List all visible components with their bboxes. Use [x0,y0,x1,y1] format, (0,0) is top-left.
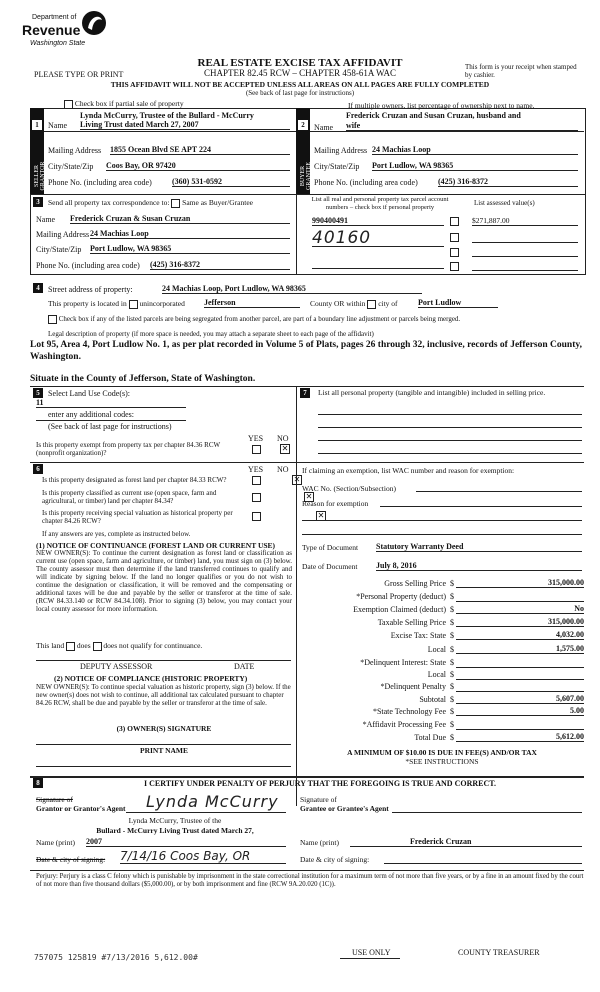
legal-description[interactable]: Lot 95, Area 4, Port Ludlow No. 1, as per plat recorded in Volume 5 of Plats, pages 26 through 32, inclusive, records of Jefferson County, Washington. [30,340,582,362]
section-1-number: 1 [32,120,42,130]
tax-row-12-label: Total Due [414,733,446,742]
chapter-line: CHAPTER 82.45 RCW – CHAPTER 458-61A WAC [204,68,396,78]
situate-line: Situate in the County of Jefferson, State of Washington. [30,374,256,384]
s3-mailing-value[interactable]: 24 Machias Loop [90,229,290,239]
notice2-body: NEW OWNER(S): To continue special valuation as historic property, sign (3) below. If the new owner(s) does not wish to continue, all additional tax calculated pursuant to chapter 84.26 RCW, shall be due and payable by the seller or transferor at the time of sale. [36,683,291,707]
tax-row-11-dollar: $ [450,720,454,729]
doc-type-value[interactable]: Statutory Warranty Deed [376,542,582,552]
tax-row-8-value[interactable] [456,681,584,692]
logo-text-revenue: Revenue [22,22,81,38]
seller-name-line1[interactable]: Lynda McCurry, Trustee of the Bullard - McCurry [80,111,254,120]
buyer-city-label: City/State/Zip [314,162,360,171]
land-use-label: Select Land Use Code(s): [48,389,130,398]
parcel-header: List all real and personal property tax parcel account numbers – check box if personal property [311,196,449,211]
tax-row-7-label: Local [427,670,446,679]
forest-question: Is this property designated as forest land per chapter 84.33 RCW? [42,476,227,484]
s3-name-value[interactable]: Frederick Cruzan & Susan Cruzan [70,214,290,224]
tax-row-2-value[interactable]: No [456,604,584,614]
buyer-mailing-label: Mailing Address [314,146,368,155]
wac-label: WAC No. (Section/Subsection) [302,484,396,493]
logo-text-washington: Washington State [30,40,86,47]
parcel-1-value[interactable]: 990400491 [312,216,444,226]
this-land-label: This land [36,641,65,650]
seller-city-value[interactable]: Coos Bay, OR 97420 [106,161,290,171]
grantee-sig-label-line2: Grantee or Grantee's Agent [300,804,389,813]
seller-name-line2[interactable]: Living Trust dated March 27, 2007 [80,120,290,130]
exempt-no-checkbox[interactable]: ✕ [281,444,289,454]
tax-row-11-label: *Affidavit Processing Fee [362,720,446,729]
seller-phone-label: Phone No. (including area code) [48,178,152,187]
buyer-phone-value[interactable]: (425) 316-8372 [438,177,578,187]
cashier-stamp: 757075 125819 #7/13/2016 5,612.00# [34,953,198,962]
historic-question: Is this property receiving special valuation as historical property per chapter 84.26 RCW? [42,509,233,525]
grantor-date-city-value[interactable]: 7/14/16 Coos Bay, OR [120,849,286,864]
owner-signature-label: (3) OWNER(S) SIGNATURE [116,724,212,733]
tax-row-2-dollar: $ [450,605,454,614]
seller-phone-value[interactable]: (360) 531-0592 [172,177,290,187]
does-label: does [76,641,91,650]
county-treasurer-label: COUNTY TREASURER [458,948,540,957]
parcel-4-personal-checkbox[interactable] [450,262,459,271]
grantor-name-print-label: Name (print) [36,838,75,847]
please-type: PLEASE TYPE OR PRINT [34,70,124,79]
notice2-title: (2) NOTICE OF COMPLIANCE (HISTORIC PROPERTY) [54,674,248,683]
personal-property-label: List all personal property (tangible and intangible) included in selling price. [318,388,546,397]
located-label: This property is located in [48,299,127,308]
historic-yes-checkbox[interactable] [252,512,261,521]
forest-yes-checkbox[interactable] [252,476,261,485]
grantor-sig-label [36,795,126,813]
warning-line: THIS AFFIDAVIT WILL NOT BE ACCEPTED UNLESS ALL AREAS ON ALL PAGES ARE FULLY COMPLETED [110,80,490,89]
segregated-label: Check box if any of the listed parcels are being segregated from another parcel, are part of a boundary line adjustment or parcels being merged. [58,315,461,324]
does-not-qualify-checkbox[interactable] [93,642,102,651]
assessed-1-value[interactable]: $271,887.00 [472,216,578,226]
partial-sale-label: Check box if partial sale of property [74,99,184,108]
tax-row-7-value[interactable] [456,669,584,680]
send-correspondence-label: Send all property tax correspondence to: [48,198,170,207]
notice1-body: NEW OWNER(S): To continue the current designation as forest land or classification as current use (open space, farm and agriculture, or timber) land, you must sign on (3) below. The county assessor must then determine if the land transferred continues to qualify and will indicate by signing below. If the land no longer qualifies or you do not wish to continue the designation or classification, it will be removed and the compensating or additional taxes will be due and payable by the seller or transferor at the time of sale. (RCW 84.33.140 or RCW 84.34.108). Prior to signing (3) below, you may contact your local county assessor for more information. [36,549,292,613]
segregated-checkbox[interactable] [48,315,57,324]
county-label: County OR within [310,299,366,308]
parcel-1-personal-checkbox[interactable] [450,217,459,226]
s3-phone-value[interactable]: (425) 316-8372 [150,260,290,270]
perjury-note: Perjury: Perjury is a class C felony which is punishable by imprisonment in the state correctional institution for a maximum term of not more than five years, or by a fine in an amount fixed by the court of not more than five thousand dollars ($5,000.00), or by both imprisonment and fine (RCW 9A.20.020 (1C)). [36,873,584,888]
use-only-label: USE ONLY [352,948,391,957]
deputy-assessor-label: DEPUTY ASSESSOR [80,662,153,671]
s5-yes-header: YES [248,434,264,443]
grantor-name-line1: Lynda McCurry, Trustee of the [128,816,222,825]
land-use-value[interactable]: 11 [36,398,186,408]
section-3-number: 3 [33,197,43,207]
unincorporated-label: unincorporated [139,299,185,308]
tax-row-10-label: *State Technology Fee [372,707,446,716]
grantee-name-print-value[interactable]: Frederick Cruzan [350,837,582,847]
print-name-label: PRINT NAME [140,746,188,755]
section-7-number: 7 [300,388,310,398]
same-as-buyer-checkbox[interactable] [171,199,180,208]
date-label: DATE [234,662,255,671]
grantee-date-city-label: Date & city of signing: [300,855,370,864]
tax-row-5-value[interactable]: 1,575.00 [456,644,584,654]
reason-label: Reason for exemption [302,499,369,508]
tax-row-6-label: *Delinquent Interest: State [360,658,446,667]
s5-see-back: (See back of last page for instructions) [48,422,172,431]
tax-row-12-dollar: $ [450,733,454,742]
assessed-header: List assessed value(s) [474,199,535,207]
buyer-name-line2[interactable]: wife [346,121,578,131]
street-label: Street address of property: [48,285,133,294]
tax-row-10-dollar: $ [450,707,454,716]
send-correspondence-row [48,198,253,208]
grantor-signature[interactable]: Lynda McCurry [146,792,279,811]
city-value[interactable]: Port Ludlow [418,298,498,308]
tax-row-2-label: Exemption Claimed (deduct) [353,605,446,614]
if-yes-note: If any answers are yes, complete as instructed below. [42,530,191,538]
buyer-side-label: BUYER GRANTEE [300,162,312,190]
seller-mailing-value[interactable]: 1855 Ocean Blvd SE APT 224 [110,145,290,155]
tax-row-3-label: Taxable Selling Price [377,618,446,627]
s3-mailing-label: Mailing Address [36,230,90,239]
s6-no-header: NO [277,465,289,474]
qualify-row [36,641,202,651]
current-use-yes-checkbox[interactable] [252,493,261,502]
county-label-row [310,299,398,309]
tax-row-0-label: Gross Selling Price [384,579,446,588]
s3-name-label: Name [36,215,56,224]
historic-no-checkbox[interactable]: ✕ [317,511,325,521]
tax-row-6-value[interactable] [456,657,584,668]
grantee-sig-label-line1: Signature of [300,795,337,804]
same-as-buyer-label: Same as Buyer/Grantee [182,198,253,207]
tax-row-1-dollar: $ [450,592,454,601]
doc-type-label: Type of Document [302,543,359,552]
see-back-line: (See back of last page for instructions) [245,89,355,97]
s3-city-value[interactable]: Port Ludlow, WA 98365 [90,244,290,254]
additional-codes-label: enter any additional codes: [48,410,134,419]
current-use-no-checkbox[interactable]: ✕ [305,492,313,502]
city-of-label: city of [378,299,398,308]
legal-intro: Legal description of property (if more space is needed, you may attach a separate sheet to each page of the affidavit) [48,330,374,338]
exemption-label: If claiming an exemption, list WAC number and reason for exemption: [302,466,515,475]
grantor-name-line2: Bullard - McCurry Living Trust dated March 27, [96,826,254,835]
receipt-note: This form is your receipt when stamped by cashier. [465,63,577,79]
s3-phone-label: Phone No. (including area code) [36,261,140,270]
tax-row-6-dollar: $ [450,658,454,667]
tax-row-8-dollar: $ [450,682,454,691]
doc-date-value[interactable]: July 8, 2016 [376,561,582,571]
tax-row-11-value[interactable] [456,719,584,730]
unincorporated-checkbox[interactable] [129,300,138,309]
tax-row-10-value[interactable]: 5.00 [456,706,584,716]
handwritten-parcel-note: 40160 [312,228,372,248]
segregated-row [48,315,588,324]
exempt-yes-checkbox[interactable] [252,445,261,454]
grantor-sig-label-line1: Signature of [36,795,73,804]
buyer-phone-label: Phone No. (including area code) [314,178,418,187]
seller-side-label: SELLER GRANTOR [34,161,46,191]
tax-row-3-value[interactable]: 315,000.00 [456,617,584,627]
section-4-number: 4 [33,283,43,293]
tax-row-4-label: Excise Tax: State [390,631,446,640]
tax-row-12-value[interactable]: 5,612.00 [456,732,584,742]
notice1-title: (1) NOTICE OF CONTINUANCE (FOREST LAND OR CURRENT USE) [36,541,276,550]
form-title: REAL ESTATE EXCISE TAX AFFIDAVIT [197,57,403,69]
tax-row-0-value[interactable]: 315,000.00 [456,578,584,588]
tax-row-9-value[interactable]: 5,607.00 [456,694,584,704]
logo-swirl-icon [80,8,108,38]
street-value[interactable]: 24 Machias Loop, Port Ludlow, WA 98365 [162,284,422,294]
grantee-sig-label [300,795,389,813]
seller-name-label: Name [48,121,68,130]
exempt-question: Is this property exempt from property tax per chapter 84.36 RCW (nonprofit organization)? [36,441,220,457]
seller-mailing-label: Mailing Address [48,146,102,155]
tax-row-7-dollar: $ [450,670,454,679]
tax-row-1-label: *Personal Property (deduct) [356,592,446,601]
section-5-number: 5 [33,388,43,398]
does-qualify-checkbox[interactable] [66,642,75,651]
grantee-name-print-label: Name (print) [300,838,339,847]
seller-city-label: City/State/Zip [48,162,94,171]
s5-no-header: NO [277,434,289,443]
parcel-2-personal-checkbox[interactable] [450,233,459,242]
section-6-number: 6 [33,464,43,474]
grantee-date-city-line[interactable] [384,863,582,864]
city-of-checkbox[interactable] [367,300,376,309]
tax-row-5-label: Local [427,645,446,654]
tax-row-4-value[interactable]: 4,032.00 [456,630,584,640]
does-not-label: does not qualify for continuance. [103,641,203,650]
county-value[interactable]: Jefferson [204,298,300,308]
buyer-name-line1[interactable]: Frederick Cruzan and Susan Cruzan, husband and [346,111,521,120]
tax-row-5-dollar: $ [450,645,454,654]
current-use-question: Is this property classified as current use (open space, farm and agricultural, or timber) land per chapter 84.34? [42,489,217,505]
dor-logo [10,8,110,53]
parcel-3-personal-checkbox[interactable] [450,248,459,257]
tax-row-9-label: Subtotal [419,695,446,704]
tax-row-1-value[interactable] [456,591,584,602]
s3-city-label: City/State/Zip [36,245,82,254]
forest-no-checkbox[interactable]: ✕ [293,475,301,485]
grantor-date-city-label: Date & city of signing: [36,855,106,864]
section-8-number: 8 [33,778,43,788]
multiple-owners-note: If multiple owners, list percentage of ownership next to name. [348,101,535,110]
logo-text-department: Department of [32,14,77,21]
buyer-name-label: Name [314,123,334,132]
buyer-city-value[interactable]: Port Ludlow, WA 98365 [372,161,578,171]
buyer-mailing-value[interactable]: 24 Machias Loop [372,145,578,155]
doc-date-label: Date of Document [302,562,358,571]
see-instructions-note: *SEE INSTRUCTIONS [405,757,479,766]
certify-statement: I CERTIFY UNDER PENALTY OF PERJURY THAT THE FOREGOING IS TRUE AND CORRECT. [143,779,496,788]
s6-yes-header: YES [248,465,264,474]
minimum-due-note: A MINIMUM OF $10.00 IS DUE IN FEE(S) AND/OR TAX [347,748,537,757]
tax-row-0-dollar: $ [450,579,454,588]
tax-row-4-dollar: $ [450,631,454,640]
grantor-sig-label-line2: Grantor or Grantor's Agent [36,804,126,813]
tax-row-3-dollar: $ [450,618,454,627]
tax-row-9-dollar: $ [450,695,454,704]
tax-row-8-label: *Delinquent Penalty [380,682,446,691]
section-2-number: 2 [298,120,308,130]
grantor-name-print-value[interactable]: 2007 [86,837,286,847]
